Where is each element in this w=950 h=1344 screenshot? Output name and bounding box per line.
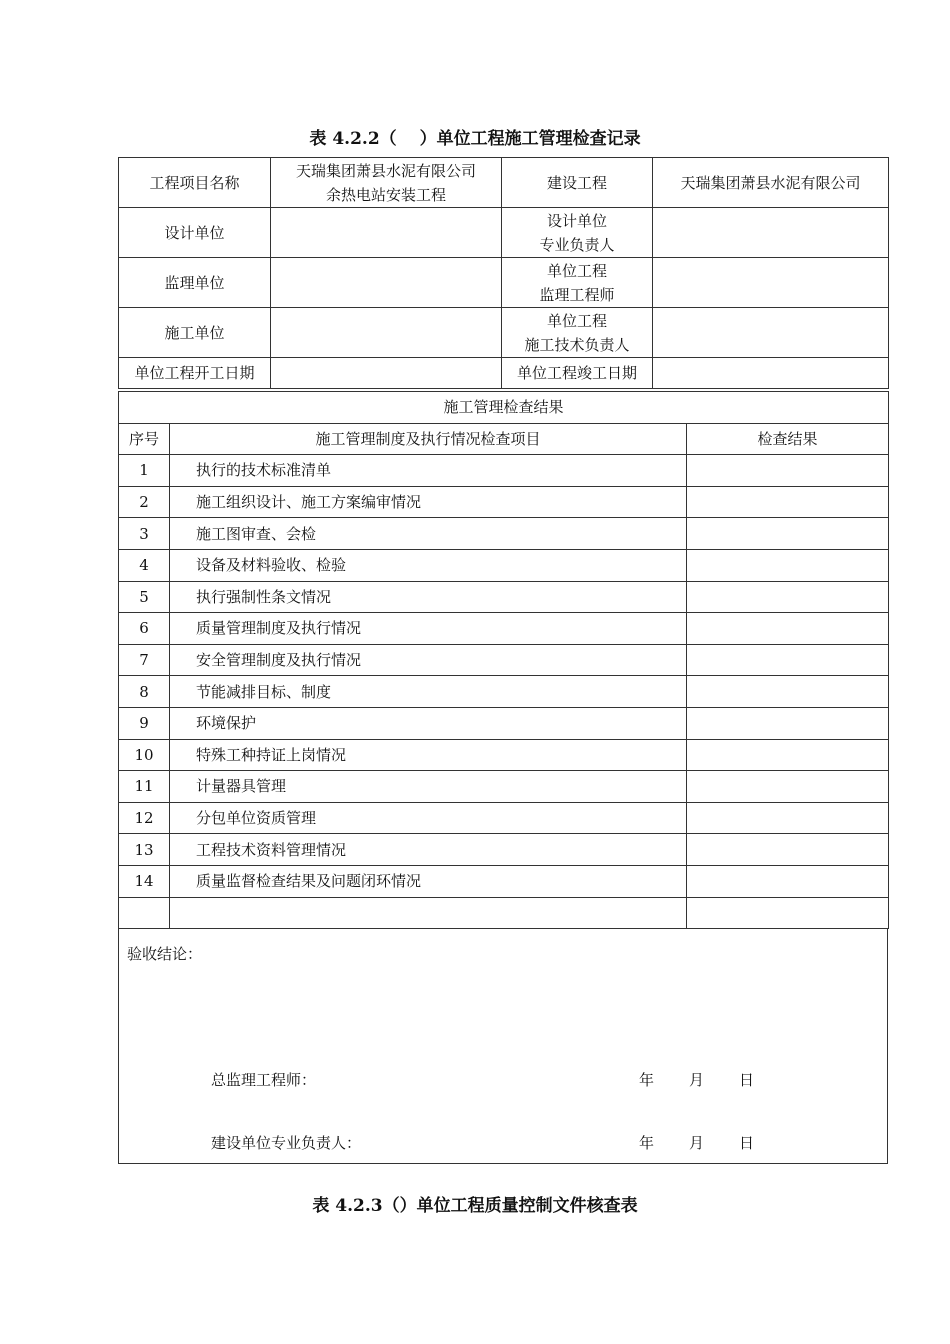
supervisor-label-line-2: 监理工程师	[539, 285, 615, 304]
row-item: 质量管理制度及执行情况	[170, 613, 687, 645]
row-result[interactable]	[687, 897, 889, 929]
row-result[interactable]	[687, 613, 889, 645]
row-no: 14	[119, 865, 170, 897]
row-result[interactable]	[687, 771, 889, 803]
row-result[interactable]	[687, 486, 889, 518]
design-lead-label-line-1: 设计单位	[546, 211, 607, 230]
table-row	[119, 707, 889, 739]
table-row	[119, 455, 889, 487]
row-no	[119, 897, 170, 929]
check-section-title: 施工管理检查结果	[119, 392, 889, 424]
row-item: 执行强制性条文情况	[170, 581, 687, 613]
table-row	[119, 486, 889, 518]
sign-2-month: 月	[689, 1134, 705, 1152]
row-item: 施工图审查、会检	[170, 518, 687, 550]
row-no: 8	[119, 676, 170, 708]
row-result[interactable]	[687, 581, 889, 613]
col-header-no: 序号	[119, 423, 170, 455]
supervision-unit-label: 监理单位	[119, 258, 271, 308]
table-row	[119, 676, 889, 708]
row-no: 12	[119, 802, 170, 834]
row-result[interactable]	[687, 455, 889, 487]
table-row	[119, 739, 889, 771]
row-item: 执行的技术标准清单	[170, 455, 687, 487]
row-no: 6	[119, 613, 170, 645]
end-date-value[interactable]	[653, 358, 889, 389]
supervisor-label-line-1: 单位工程	[546, 261, 607, 280]
sign-2-day: 日	[739, 1134, 755, 1152]
row-item: 工程技术资料管理情况	[170, 834, 687, 866]
row-no: 4	[119, 549, 170, 581]
row-no: 11	[119, 771, 170, 803]
row-no: 7	[119, 644, 170, 676]
table-row	[119, 771, 889, 803]
supervisor-label	[502, 258, 653, 308]
next-table-title: 表 4.2.3（）单位工程质量控制文件核查表	[312, 1196, 638, 1216]
table-row	[119, 834, 889, 866]
table-row	[119, 549, 889, 581]
tech-lead-label-line-1: 单位工程	[546, 311, 607, 330]
table-row-empty	[119, 897, 889, 929]
page-title: 表 4.2.2（ ）单位工程施工管理检查记录	[309, 129, 641, 149]
design-lead-value[interactable]	[653, 208, 889, 258]
tech-lead-label-line-2: 施工技术负责人	[524, 335, 630, 354]
row-no: 5	[119, 581, 170, 613]
sign-1-month: 月	[689, 1071, 705, 1089]
row-item: 质量监督检查结果及问题闭环情况	[170, 865, 687, 897]
project-name-value	[271, 158, 502, 208]
row-no: 10	[119, 739, 170, 771]
sign-1-year: 年	[639, 1071, 655, 1089]
table-row	[119, 865, 889, 897]
sign-2-year: 年	[639, 1134, 655, 1152]
col-header-item: 施工管理制度及执行情况检查项目	[170, 423, 687, 455]
check-table	[118, 391, 889, 929]
owner-lead-label: 建设单位专业负责人：	[211, 1134, 362, 1152]
end-date-label: 单位工程竣工日期	[502, 358, 653, 389]
project-name-label: 工程项目名称	[119, 158, 271, 208]
row-item: 分包单位资质管理	[170, 802, 687, 834]
row-result[interactable]	[687, 865, 889, 897]
row-result[interactable]	[687, 707, 889, 739]
row-item[interactable]	[170, 897, 687, 929]
row-item: 施工组织设计、施工方案编审情况	[170, 486, 687, 518]
construction-unit-value[interactable]	[271, 308, 502, 358]
table-row	[119, 581, 889, 613]
row-no: 13	[119, 834, 170, 866]
row-result[interactable]	[687, 739, 889, 771]
col-header-result: 检查结果	[687, 423, 889, 455]
table-row	[119, 644, 889, 676]
row-result[interactable]	[687, 518, 889, 550]
tech-lead-value[interactable]	[653, 308, 889, 358]
row-result[interactable]	[687, 549, 889, 581]
design-lead-label-line-2: 专业负责人	[539, 235, 615, 254]
row-result[interactable]	[687, 802, 889, 834]
supervision-unit-value[interactable]	[271, 258, 502, 308]
design-lead-label	[502, 208, 653, 258]
row-no: 2	[119, 486, 170, 518]
row-item: 计量器具管理	[170, 771, 687, 803]
row-result[interactable]	[687, 834, 889, 866]
row-item: 环境保护	[170, 707, 687, 739]
project-name-line-1: 天瑞集团萧县水泥有限公司	[295, 161, 476, 180]
start-date-value[interactable]	[271, 358, 502, 389]
row-item: 节能减排目标、制度	[170, 676, 687, 708]
owner-value: 天瑞集团萧县水泥有限公司	[653, 158, 889, 208]
table-row	[119, 802, 889, 834]
sign-1-day: 日	[739, 1071, 755, 1089]
table-row	[119, 518, 889, 550]
row-item: 特殊工种持证上岗情况	[170, 739, 687, 771]
project-name-line-2: 余热电站安装工程	[325, 185, 446, 204]
tech-lead-label	[502, 308, 653, 358]
project-info-table	[118, 157, 889, 389]
row-item: 设备及材料验收、检验	[170, 549, 687, 581]
row-no: 3	[119, 518, 170, 550]
row-no: 1	[119, 455, 170, 487]
conclusion-label: 验收结论：	[127, 945, 203, 963]
design-unit-label: 设计单位	[119, 208, 271, 258]
start-date-label: 单位工程开工日期	[119, 358, 271, 389]
supervisor-value[interactable]	[653, 258, 889, 308]
table-row	[119, 613, 889, 645]
row-result[interactable]	[687, 644, 889, 676]
row-no: 9	[119, 707, 170, 739]
chief-supervisor-label: 总监理工程师：	[211, 1071, 317, 1089]
row-result[interactable]	[687, 676, 889, 708]
design-unit-value[interactable]	[271, 208, 502, 258]
construction-unit-label: 施工单位	[119, 308, 271, 358]
owner-label: 建设工程	[502, 158, 653, 208]
conclusion-box[interactable]	[118, 929, 888, 1164]
row-item: 安全管理制度及执行情况	[170, 644, 687, 676]
